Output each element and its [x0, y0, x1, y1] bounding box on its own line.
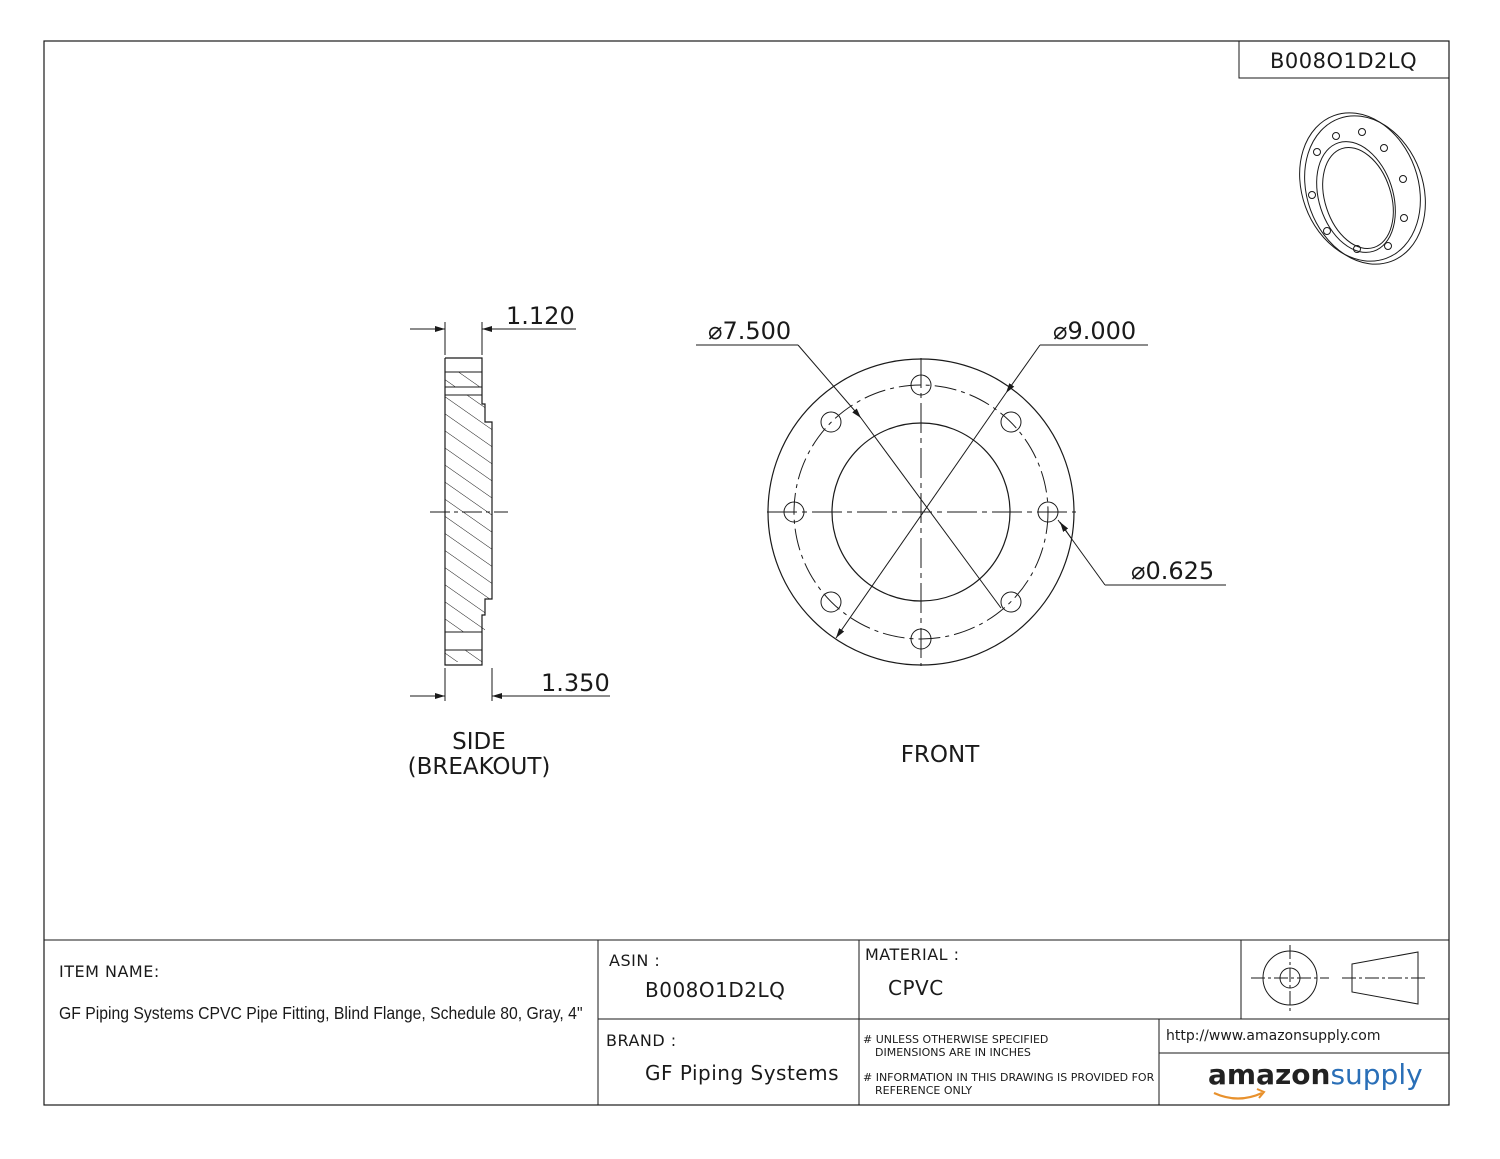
dim-hole-diameter-value: 0.625 [1145, 557, 1215, 585]
logo-amazon-text: amazon [1208, 1058, 1331, 1091]
brand-value: GF Piping Systems [645, 1061, 840, 1085]
note-reference-line1: # INFORMATION IN THIS DRAWING IS PROVIDED FOR [863, 1071, 1155, 1084]
amazonsupply-link[interactable]: http://www.amazonsupply.com [1166, 1028, 1381, 1044]
asin-value: B008O1D2LQ [645, 978, 786, 1002]
asin-label: ASIN : [609, 951, 661, 970]
amazonsupply-logo [1208, 1058, 1423, 1091]
note-units [863, 1033, 1048, 1059]
front-view [696, 345, 1226, 666]
note-reference-line2: REFERENCE ONLY [875, 1084, 973, 1097]
isometric-preview [1280, 96, 1446, 282]
item-name-value: GF Piping Systems CPVC Pipe Fitting, Blind Flange, Schedule 80, Gray, 4" [59, 1003, 583, 1023]
dim-bolt-circle [708, 317, 791, 345]
note-units-line2: DIMENSIONS ARE IN INCHES [875, 1046, 1031, 1059]
diameter-symbol-icon: ⌀ [1131, 557, 1146, 585]
amazon-smile-icon [1214, 1093, 1262, 1099]
side-view-label-line1: SIDE [452, 729, 506, 755]
dim-outer-diameter-value: 9.000 [1067, 317, 1137, 345]
note-reference [863, 1071, 1154, 1097]
dim-bolt-circle-value: 7.500 [722, 317, 792, 345]
side-view-label-line2: (BREAKOUT) [407, 754, 551, 780]
diameter-symbol-icon: ⌀ [1053, 317, 1068, 345]
note-units-line1: # UNLESS OTHERWISE SPECIFIED [863, 1033, 1049, 1046]
side-view-label [400, 730, 558, 780]
item-name-label: ITEM NAME: [59, 962, 160, 981]
part-number-label: B008O1D2LQ [1270, 49, 1418, 73]
dim-side-bottom: 1.350 [541, 669, 610, 697]
dim-side-top: 1.120 [506, 302, 575, 330]
logo-supply-text: supply [1330, 1058, 1423, 1091]
projection-symbol-icon [1251, 945, 1428, 1012]
material-value: CPVC [888, 976, 944, 1000]
front-view-label: FRONT [900, 742, 980, 768]
side-view [410, 322, 610, 701]
sheet-border [44, 41, 1449, 1105]
dim-hole-diameter [1131, 557, 1214, 585]
material-label: MATERIAL : [865, 945, 960, 964]
brand-label: BRAND : [606, 1031, 677, 1050]
dim-outer-diameter [1053, 317, 1136, 345]
diameter-symbol-icon: ⌀ [708, 317, 723, 345]
